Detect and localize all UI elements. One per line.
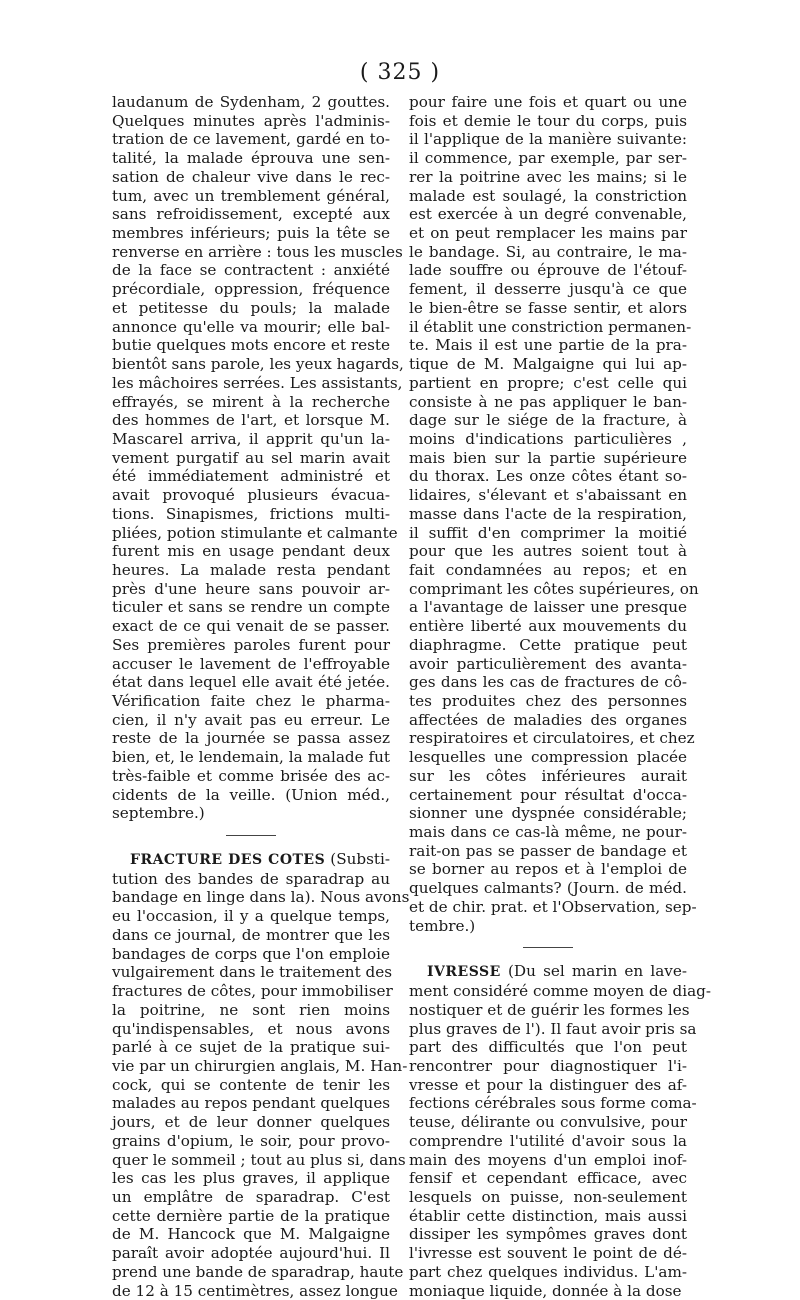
text-line: le bandage. Si, au contraire, le ma- [409,242,687,261]
text-line: fait condamnées au repos; et en [409,560,687,579]
text-line: rer la poitrine avec les mains; si le [409,167,687,186]
text-line: masse dans l'acte de la respiration, [409,504,687,523]
text-line: sionner une dyspnée considérable; [409,804,687,823]
text-line: exact de ce qui venait de se passer. [112,617,390,636]
text-line: dage sur le siége de la fracture, à [409,411,687,430]
text-line: malades au repos pendant quelques [112,1094,390,1113]
text-line: pliées, potion stimulante et calmante [112,523,398,542]
text-line: bientôt sans parole, les yeux hagards, [112,355,404,374]
text-line: état dans lequel elle avait été jetée. [112,673,390,692]
text-line: lade souffre ou éprouve de l'étouf- [409,261,687,280]
text-line: dans ce journal, de montrer que les [112,925,390,944]
text-line: tions. Sinapismes, frictions multi- [112,504,390,523]
text-line: fois et demie le tour du corps, puis [409,111,687,130]
text-line: butie quelques mots encore et reste [112,336,390,355]
text-line: vulgairement dans le traitement des [112,963,393,982]
text-line: quelques calmants? (Journ. de méd. [409,879,687,898]
text-line: talité, la malade éprouva une sen- [112,149,390,168]
text-line: plus graves de l'). Il faut avoir pris sa [409,1019,697,1038]
left-column [112,93,410,1300]
text-line: de M. Hancock que M. Malgaigne [112,1225,390,1244]
text-line: de 12 à 15 centimètres, assez longue [112,1281,398,1300]
section-heading: IVRESSE [427,964,501,981]
text-line: a l'avantage de laisser une presque [409,598,687,617]
text-line: rait-on pas se passer de bandage et [409,841,687,860]
text-line: annonce qu'elle va mourir; elle bal- [112,317,390,336]
text-line: pour faire une fois et quart ou une [409,93,687,111]
right-column [409,93,711,1300]
text-line: cien, il n'y avait pas eu erreur. Le [112,710,390,729]
text-line: le bien-être se fasse sentir, et alors [409,298,687,317]
text-line: vie par un chirurgien anglais, M. Han- [112,1056,408,1075]
text-line: cidents de la veille. (Union méd., [112,785,390,804]
text-line: il commence, par exemple, par ser- [409,149,687,168]
text-line: sation de chaleur vive dans le rec- [112,167,390,186]
text-line: l'ivresse est souvent le point de dé- [409,1244,687,1263]
text-line: très-faible et comme brisée des ac- [112,766,390,785]
text-line: ticuler et sans se rendre un compte [112,598,390,617]
text-line: cette dernière partie de la pratique [112,1206,390,1225]
text-line: effrayés, se mirent à la recherche [112,392,390,411]
text-line: parlé à ce sujet de la pratique sui- [112,1038,390,1057]
text-line: lesquelles une compression placée [409,748,687,767]
text-line: du thorax. Les onze côtes étant so- [409,467,687,486]
text-line: partient en propre; c'est celle qui [409,373,687,392]
text-line: et petitesse du pouls; la malade [112,298,390,317]
paragraph-sydenham-case [112,93,404,823]
text-line: de la face se contractent : anxiété [112,261,390,280]
text-line: il l'applique de la manière suivante: [409,130,687,149]
text-line: précordiale, oppression, fréquence [112,280,390,299]
text-line: reste de la journée se passa assez [112,729,390,748]
paragraph-ivresse [409,962,711,1300]
text-line: fractures de côtes, pour immobiliser [112,982,393,1001]
text-line: teuse, délirante ou convulsive, pour [409,1113,687,1132]
text-line: lesquels on puisse, non-seulement [409,1187,687,1206]
text-line: et de chir. prat. et l'Observation, sep- [409,897,697,916]
text-line: Mascarel arriva, il apprit qu'un la- [112,429,390,448]
text-line: bandage en linge dans la). Nous avons [112,888,410,907]
text-line: cock, qui se contente de tenir les [112,1075,390,1094]
text-line: vement purgatif au sel marin avait [112,448,390,467]
section-divider [226,835,276,836]
text-line: grains d'opium, le soir, pour provo- [112,1131,390,1150]
text-line: tum, avec un tremblement général, [112,186,390,205]
text-line: main des moyens d'un emploi inof- [409,1150,687,1169]
text-line: comprendre l'utilité d'avoir sous la [409,1131,687,1150]
text-line: jours, et de leur donner quelques [112,1113,390,1132]
text-line: vresse et pour la distinguer des af- [409,1075,687,1094]
text-line: tembre.) [409,916,476,935]
text-line: fections cérébrales sous forme coma- [409,1094,697,1113]
text-line: il suffit d'en comprimer la moitié [409,523,687,542]
text-line: Ses premières paroles furent pour [112,635,390,654]
text-line: heures. La malade resta pendant [112,560,390,579]
text-line: nostiquer et de guérir les formes les [409,1000,690,1019]
paragraph-fracture-des-cotes [112,850,410,1300]
text-line: avait provoqué plusieurs évacua- [112,486,390,505]
text-line: part chez quelques individus. L'am- [409,1262,687,1281]
text-line: près d'une heure sans pouvoir ar- [112,579,390,598]
text-line: lidaires, s'élevant et s'abaissant en [409,486,687,505]
section-heading: FRACTURE DES COTES [130,852,326,869]
text-line: moniaque liquide, donnée à la dose [409,1281,682,1300]
text-line: dissiper les sympômes graves dont [409,1225,687,1244]
text-line: laudanum de Sydenham, 2 gouttes. [112,93,390,111]
page-number: ( 325 ) [359,60,441,85]
heading-subtitle: (Substi- [325,850,391,869]
text-line: sans refroidissement, excepté aux [112,205,390,224]
text-line: pour que les autres soient tout à [409,542,687,561]
text-line: les cas les plus graves, il applique [112,1169,390,1188]
text-line: diaphragme. Cette pratique peut [409,635,687,654]
text-line: et on peut remplacer les mains par [409,224,687,243]
text-line: bien, et, le lendemain, la malade fut [112,748,390,767]
text-line: se borner au repos et à l'emploi de [409,860,687,879]
text-line: tique de M. Malgaigne qui lui ap- [409,355,687,374]
text-line: mais bien sur la partie supérieure [409,448,687,467]
text-line: les mâchoires serrées. Les assistants, [112,373,403,392]
text-line: renverse en arrière : tous les muscles [112,242,403,261]
text-line: te. Mais il est une partie de la pra- [409,336,687,355]
text-line: établir cette distinction, mais aussi [409,1206,687,1225]
text-line: la poitrine, ne sont rien moins [112,1000,390,1019]
text-line: tration de ce lavement, gardé en to- [112,130,390,149]
text-line: accuser le lavement de l'effroyable [112,654,390,673]
text-line: sur les côtes inférieures aurait [409,766,687,785]
heading-subtitle: (Du sel marin en lave- [500,962,687,981]
text-line: eu l'occasion, il y a quelque temps, [112,907,390,926]
text-line: tes produites chez des personnes [409,692,687,710]
text-line: prend une bande de sparadrap, haute [112,1262,404,1281]
text-line: furent mis en usage pendant deux [112,542,390,561]
text-line: quer le sommeil ; tout au plus si, dans [112,1150,406,1169]
text-line: comprimant les côtes supérieures, on [409,579,699,598]
text-line: part des difficultés que l'on peut [409,1038,687,1057]
text-line: bandages de corps que l'on emploie [112,944,390,963]
text-line: avoir particulièrement des avanta- [409,654,687,673]
text-line: mais dans ce cas-là même, ne pour- [409,823,687,842]
text-line: des hommes de l'art, et lorsque M. [112,411,390,430]
text-line: est exercée à un degré convenable, [409,205,687,224]
text-line: respiratoires et circulatoires, et chez [409,729,695,748]
paragraph-malgaigne-bandage [409,93,699,935]
text-line: fensif et cependant efficace, avec [409,1169,687,1188]
text-line: rencontrer pour diagnostiquer l'i- [409,1056,687,1075]
text-line: Vérification faite chez le pharma- [112,692,390,710]
text-line: membres inférieurs; puis la tête se [112,224,390,243]
text-line: ment considéré comme moyen de diag- [409,982,711,1001]
text-line: moins d'indications particulières , [409,429,687,448]
text-line: certainement pour résultat d'occa- [409,785,687,804]
text-line: consiste à ne pas appliquer le ban- [409,392,687,411]
text-line: septembre.) [112,804,205,823]
section-divider [523,947,573,948]
text-line: qu'indispensables, et nous avons [112,1019,390,1038]
text-line: Quelques minutes après l'adminis- [112,111,390,130]
text-line: paraît avoir adoptée aujourd'hui. Il [112,1244,390,1263]
text-line: été immédiatement administré et [112,467,390,486]
text-line: affectées de maladies des organes [409,710,687,729]
text-line: tution des bandes de sparadrap au [112,869,390,888]
text-line: malade est soulagé, la constriction [409,186,687,205]
text-line: un emplâtre de sparadrap. C'est [112,1187,390,1206]
text-line [409,962,687,982]
text-line: entière liberté aux mouvements du [409,617,687,636]
text-line [112,850,390,870]
text-line: ges dans les cas de fractures de cô- [409,673,687,692]
text-line: fement, il desserre jusqu'à ce que [409,280,687,299]
text-line: il établit une constriction permanen- [409,317,692,336]
